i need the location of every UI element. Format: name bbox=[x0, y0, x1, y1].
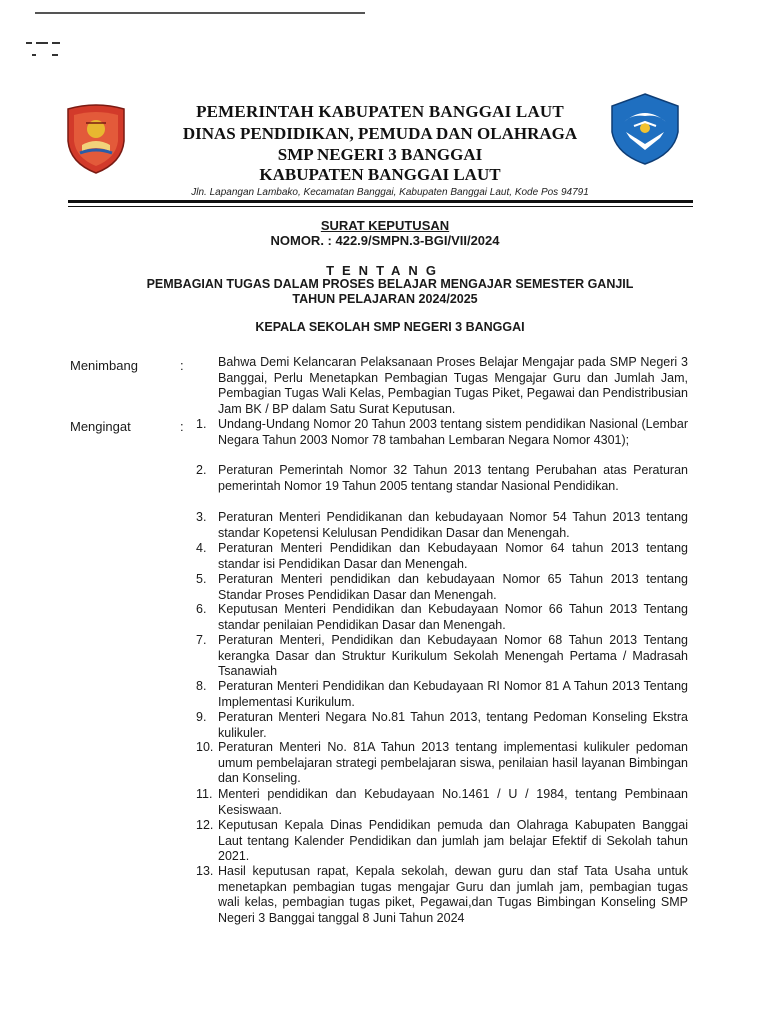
mengingat-item-text: Peraturan Pemerintah Nomor 32 Tahun 2013 tentang Perubahan atas Peraturan pemerintah Nomor 19 Tahun 2005 tentang standar Nasional Pendidikan. bbox=[218, 463, 688, 493]
menimbang-text: Bahwa Demi Kelancaran Pelaksanaan Proses Belajar Mengajar pada SMP Negeri 3 Banggai, Perlu Menetapkan Pembagian Tugas Mengajar Guru dan Jumlah Jam, Pembagian Tugas Wali Kelas, Pembagian Tugas Piket, Pegawai dan Pendistribusian Jam BK / BP dalam Satu Surat Keputusan. bbox=[218, 355, 688, 416]
mengingat-item-text: Peraturan Menteri Pendidikan dan Kebudayaan RI Nomor 81 A Tahun 2013 Tentang Implementasi Kurikulum. bbox=[218, 679, 688, 709]
menimbang-label: Menimbang bbox=[70, 358, 138, 373]
mengingat-item-number: 4. bbox=[196, 541, 207, 555]
decree-issuer: KEPALA SEKOLAH SMP NEGERI 3 BANGGAI bbox=[255, 320, 525, 334]
header-line-2: DINAS PENDIDIKAN, PEMUDA DAN OLAHRAGA bbox=[182, 124, 578, 143]
mengingat-item-number: 2. bbox=[196, 463, 207, 477]
mengingat-item-text: Peraturan Menteri pendidikan dan kebudayaan Nomor 65 Tahun 2013 tentang Standar Proses Pendidikan Dasar dan Menengah. bbox=[218, 572, 688, 602]
menimbang-colon: : bbox=[180, 358, 184, 373]
mengingat-colon: : bbox=[180, 419, 184, 434]
header-line-4: KABUPATEN BANGGAI LAUT bbox=[259, 165, 501, 184]
mengingat-item-text: Keputusan Kepala Dinas Pendidikan pemuda dan Olahraga Kabupaten Banggai Laut tentang Kalender Pendidikan dan jumlah jam belajar Efektif di Sekolah tahun 2021. bbox=[218, 818, 688, 863]
tut-wuri-handayani-logo-icon bbox=[606, 92, 684, 166]
mengingat-item-number: 11. bbox=[196, 787, 213, 801]
mengingat-item-number: 1. bbox=[196, 417, 207, 431]
mengingat-item-text: Peraturan Menteri No. 81A Tahun 2013 tentang implementasi kulikuler pedoman umum pembelajaran strategi pembelajaran siswa, penilaian hasil layanan Bimbingan dan Konseling. bbox=[218, 740, 688, 785]
letterhead-rule-thin bbox=[68, 206, 693, 207]
mengingat-item-number: 5. bbox=[196, 572, 207, 586]
mengingat-item-text: Peraturan Menteri, Pendidikan dan Kebudayaan Nomor 68 Tahun 2013 Tentang kerangka Dasar dan Struktur Kurikulum Sekolah Menengah Pertama / Madrasah Tsanawiah bbox=[218, 633, 688, 678]
mengingat-item-number: 10. bbox=[196, 740, 214, 754]
mengingat-item-number: 9. bbox=[196, 710, 207, 724]
header-line-1: PEMERINTAH KABUPATEN BANGGAI LAUT bbox=[196, 102, 564, 121]
mengingat-item-text: Peraturan Menteri Negara No.81 Tahun 2013, tentang Pedoman Konseling Ekstra kulikuler. bbox=[218, 710, 688, 740]
mengingat-item-number: 7. bbox=[196, 633, 207, 647]
scan-marks bbox=[26, 38, 76, 68]
banggai-laut-emblem-icon bbox=[62, 103, 130, 175]
decree-tentang: TENTANG bbox=[326, 263, 444, 278]
letterhead-rule-thick bbox=[68, 200, 693, 203]
mengingat-item-text: Hasil keputusan rapat, Kepala sekolah, dewan guru dan staf Tata Usaha untuk menetapkan pembagian tugas mengajar Guru dan jumlah jam, pembagian tugas wali kelas, pembagian tugas piket, Pegawai,dan Tugas Bimbingan Konseling SMP Negeri 3 Banggai tanggal 8 Juni Tahun 2024 bbox=[218, 864, 688, 925]
top-scan-line bbox=[35, 12, 365, 14]
school-address: Jln. Lapangan Lambako, Kecamatan Banggai, Kabupaten Banggai Laut, Kode Pos 94791 bbox=[191, 187, 589, 198]
mengingat-item-text: Keputusan Menteri Pendidikan dan Kebudayaan Nomor 66 Tahun 2013 Tentang standar penilaian Pendidikan Dasar dan Menengah. bbox=[218, 602, 688, 632]
mengingat-item-number: 13. bbox=[196, 864, 214, 878]
mengingat-label: Mengingat bbox=[70, 419, 131, 434]
decree-subject-line-1: PEMBAGIAN TUGAS DALAM PROSES BELAJAR MENGAJAR SEMESTER GANJIL bbox=[146, 277, 634, 291]
mengingat-item-text: Menteri pendidikan dan Kebudayaan No.1461 / U / 1984, tentang Pembinaan Kesiswaan. bbox=[218, 787, 688, 817]
header-line-3: SMP NEGERI 3 BANGGAI bbox=[277, 145, 483, 164]
mengingat-item-number: 8. bbox=[196, 679, 207, 693]
decree-title: SURAT KEPUTUSAN bbox=[320, 218, 450, 233]
mengingat-item-text: Peraturan Menteri Pendidikanan dan kebudayaan Nomor 54 Tahun 2013 tentang standar Kopetensi Kelulusan Pendidikan Dasar dan Menengah. bbox=[218, 510, 688, 540]
decree-number: NOMOR. : 422.9/SMPN.3-BGI/VII/2024 bbox=[270, 233, 500, 248]
mengingat-item-text: Undang-Undang Nomor 20 Tahun 2003 tentang sistem pendidikan Nasional (Lembar Negara Tahun 2003 Nomor 78 tambahan Lembaran Negara Nomor 4301); bbox=[218, 417, 688, 447]
mengingat-item-number: 3. bbox=[196, 510, 207, 524]
mengingat-item-text: Peraturan Menteri Pendidikan dan Kebudayaan Nomor 64 tahun 2013 tentang standar isi Pendidikan Dasar dan Menengah. bbox=[218, 541, 688, 571]
mengingat-item-number: 6. bbox=[196, 602, 207, 616]
decree-subject-line-2: TAHUN PELAJARAN 2024/2025 bbox=[292, 292, 478, 306]
mengingat-item-number: 12. bbox=[196, 818, 214, 832]
